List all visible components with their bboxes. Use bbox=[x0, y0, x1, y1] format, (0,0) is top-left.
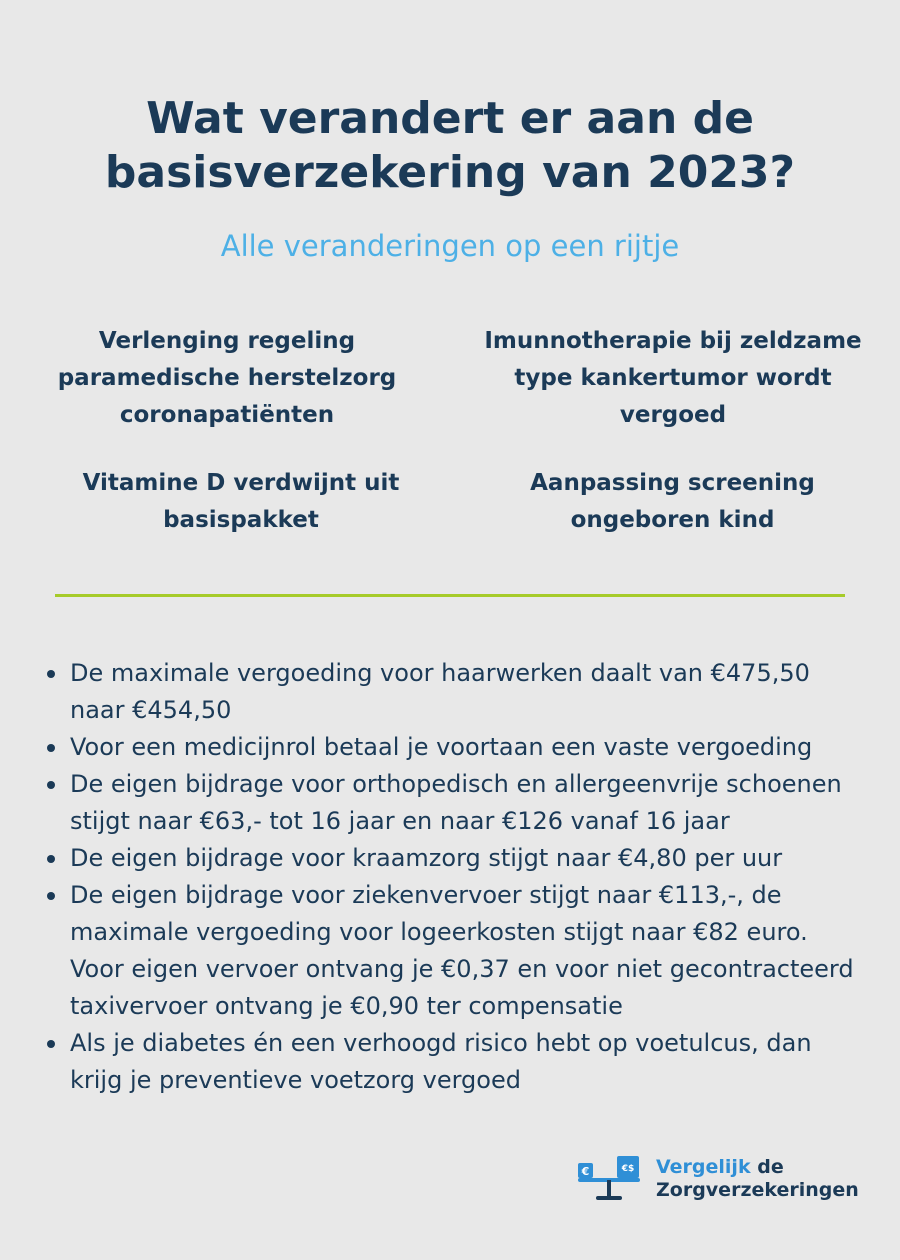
title-line: basisverzekering van 2023? bbox=[104, 147, 796, 198]
list-item: De eigen bijdrage voor orthopedisch en allergeenvrije schoenen stijgt naar €63,- tot 16 jaar en naar €126 vanaf 16 jaar bbox=[45, 766, 885, 840]
changes-list bbox=[45, 655, 885, 1099]
highlight-item: Aanpassing screening ongeboren kind bbox=[530, 470, 815, 533]
scale-icon bbox=[574, 1152, 644, 1208]
list-item: De maximale vergoeding voor haarwerken daalt van €475,50 naar €454,50 bbox=[45, 655, 885, 729]
svg-text:€: € bbox=[581, 1165, 590, 1178]
list-item: Voor een medicijnrol betaal je voortaan een vaste vergoeding bbox=[45, 729, 885, 766]
section-divider bbox=[55, 594, 845, 597]
svg-text:€$: €$ bbox=[621, 1164, 635, 1174]
highlight-item: Imunnotherapie bij zeldzame type kankertumor wordt vergoed bbox=[484, 328, 862, 428]
brand-name: Vergelijk de Zorgverzekeringen bbox=[656, 1156, 859, 1201]
brand-logo bbox=[574, 1152, 864, 1208]
title-line: Wat verandert er aan de bbox=[146, 93, 754, 144]
highlight-item: Verlenging regeling paramedische herstelzorg coronapatiënten bbox=[57, 328, 397, 428]
highlight-item: Vitamine D verdwijnt uit basispakket bbox=[82, 470, 400, 533]
list-item: De eigen bijdrage voor ziekenvervoer stijgt naar €113,-, de maximale vergoeding voor logeerkosten stijgt naar €82 euro. Voor eigen vervoer ontvang je €0,37 en voor niet gecontracteerd taxivervoer ontvang je €0,90 ter compensatie bbox=[45, 877, 885, 1025]
page-title bbox=[0, 92, 900, 200]
list-item: De eigen bijdrage voor kraamzorg stijgt naar €4,80 per uur bbox=[45, 840, 885, 877]
page-subtitle: Alle veranderingen op een rijtje bbox=[220, 229, 680, 263]
list-item: Als je diabetes én een verhoogd risico hebt op voetulcus, dan krijg je preventieve voetzorg vergoed bbox=[45, 1025, 885, 1099]
